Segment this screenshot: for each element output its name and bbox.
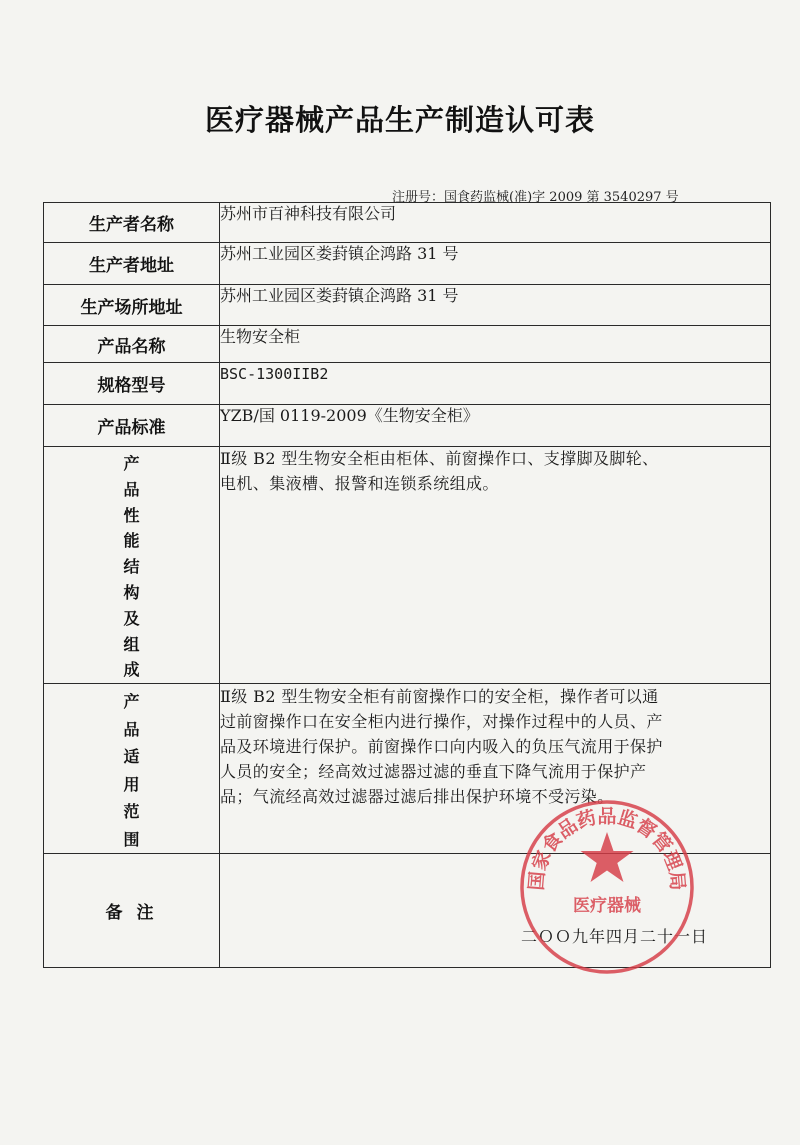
structure-text [220, 447, 771, 684]
scope-label-char: 围 [123, 829, 140, 849]
row-structure [44, 447, 771, 684]
structure-label-char: 性 [123, 505, 140, 525]
structure-label-char: 及 [123, 608, 140, 628]
row-production-site-address [44, 285, 771, 326]
product-name-label: 产品名称 [44, 326, 220, 363]
document-title: 医疗器械产品生产制造认可表 [204, 103, 595, 137]
row-manufacturer-name [44, 203, 771, 243]
scope-line: Ⅱ级 B2 型生物安全柜有前窗操作口的安全柜，操作者可以通 [220, 687, 659, 707]
registration-label: 注册号： [392, 190, 445, 205]
model-spec-value: BSC-1300IIB2 [220, 363, 771, 405]
structure-line: 电机、集液槽、报警和连锁系统组成。 [220, 473, 499, 493]
production-site-value: 苏州工业园区娄葑镇企鸿路 31 号 [220, 285, 771, 326]
structure-label-char: 品 [123, 479, 140, 499]
structure-label-char: 产 [123, 454, 140, 473]
registration-value: 国食药监械(准)字 2009 第 3540297 号 [444, 190, 679, 205]
seal-ring-textpath: 国家食品药品监督管理局 [525, 805, 689, 892]
manufacturer-address-label: 生产者地址 [44, 243, 220, 285]
remark-label: 备 注 [44, 854, 220, 968]
structure-label-char: 构 [123, 582, 140, 602]
seal-star-icon [581, 832, 634, 882]
scope-line: 品及环境进行保护。前窗操作口向内吸入的负压气流用于保护 [220, 737, 663, 757]
model-spec-label: 规格型号 [44, 363, 220, 405]
scope-label-char: 产 [123, 692, 140, 712]
manufacturer-name-value: 苏州市百神科技有限公司 [220, 203, 771, 243]
scope-label-char: 范 [123, 802, 140, 822]
scope-label-chars [44, 684, 219, 853]
row-manufacturer-address [44, 243, 771, 285]
scope-label-char: 品 [123, 719, 140, 739]
scope-line: 过前窗操作口在安全柜内进行操作，对操作过程中的人员、产 [220, 712, 663, 732]
row-model-spec [44, 363, 771, 405]
product-standard-label: 产品标准 [44, 405, 220, 447]
product-standard-value: YZB/国 0119-2009《生物安全柜》 [220, 405, 771, 447]
scope-line: 人员的安全；经高效过滤器过滤的垂直下降气流用于保护产 [220, 762, 647, 782]
scope-label-char: 适 [123, 747, 140, 767]
row-product-standard [44, 405, 771, 447]
issue-date: 二ＯＯ九年四月二十一日 [520, 927, 708, 947]
structure-label-char: 组 [123, 634, 140, 654]
seal-center-text: 医疗器械 [573, 896, 641, 916]
structure-line: Ⅱ级 B2 型生物安全柜由柜体、前窗操作口、支撑脚及脚轮、 [220, 449, 659, 468]
structure-label-char: 结 [123, 557, 140, 577]
scope-label-char: 用 [123, 774, 140, 794]
structure-label-char: 成 [123, 660, 140, 680]
product-name-value: 生物安全柜 [220, 326, 771, 363]
scope-line: 品；气流经高效过滤器过滤后排出保护环境不受污染。 [220, 787, 614, 807]
official-seal [518, 798, 696, 976]
manufacturer-name-label: 生产者名称 [44, 203, 220, 243]
structure-label [44, 447, 220, 684]
manufacturer-address-value: 苏州工业园区娄葑镇企鸿路 31 号 [220, 243, 771, 285]
production-site-label: 生产场所地址 [44, 285, 220, 326]
structure-label-char: 能 [123, 531, 140, 551]
scope-label [44, 684, 220, 854]
structure-label-chars [44, 447, 219, 683]
row-product-name [44, 326, 771, 363]
